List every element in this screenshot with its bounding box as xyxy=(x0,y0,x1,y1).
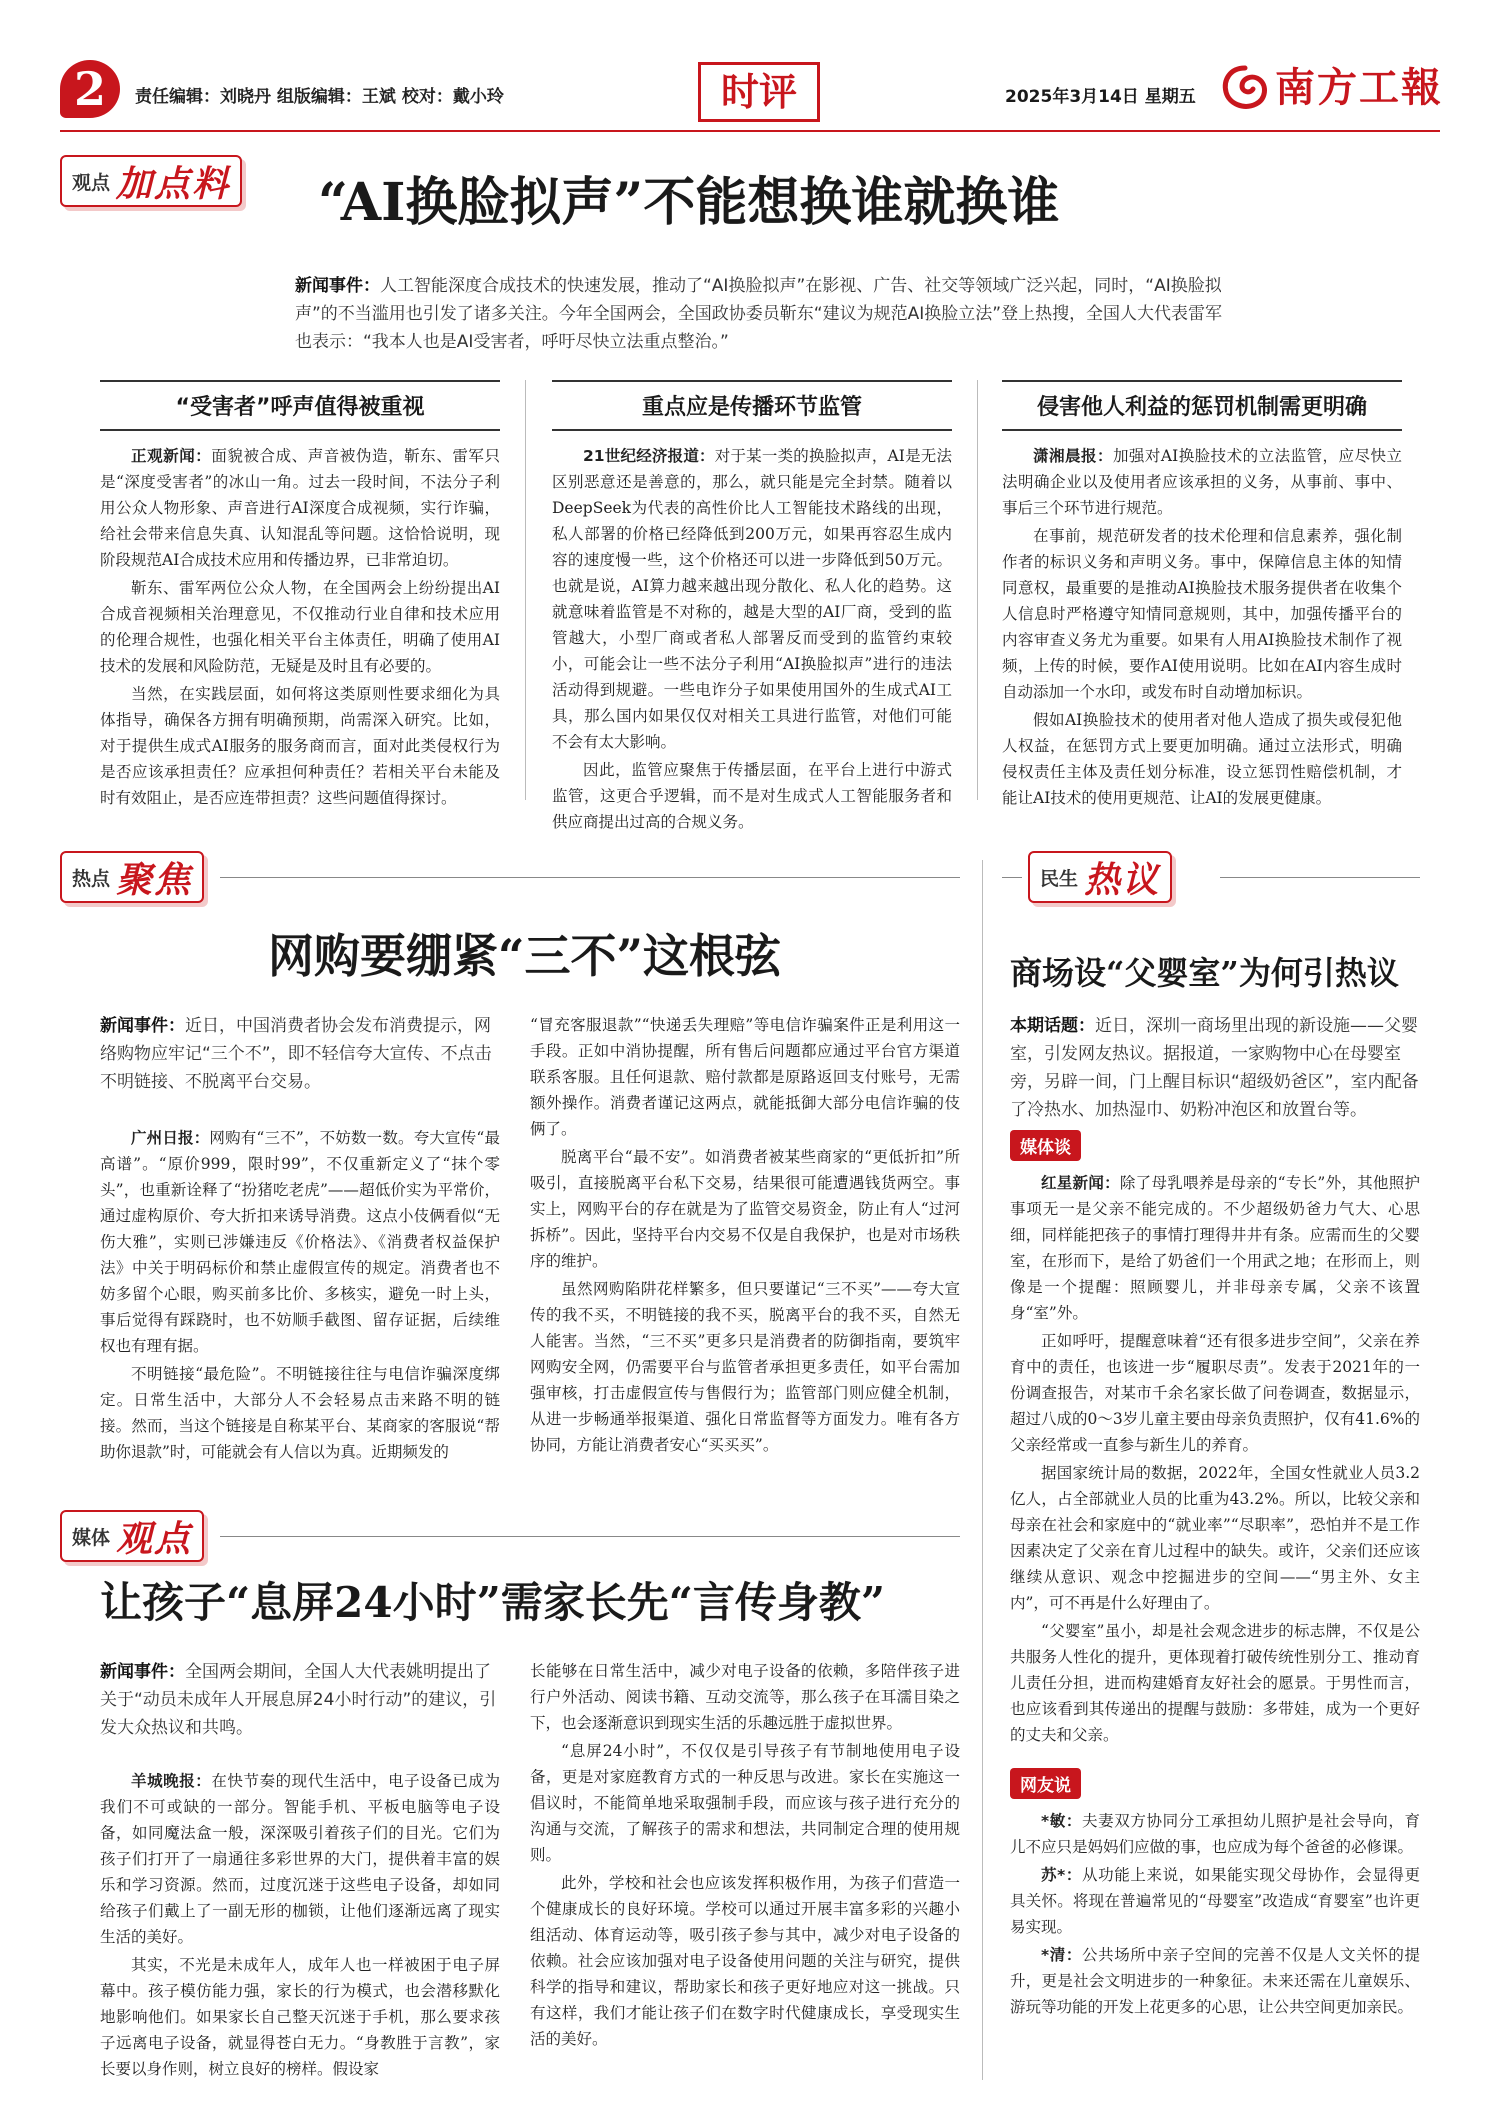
news-event-shopping xyxy=(100,1012,500,1096)
article-body-col1 xyxy=(100,1768,500,2078)
kicker-livelihood xyxy=(1028,848,1172,906)
kicker-small: 观点 xyxy=(72,171,111,194)
tag-label: 网友说 xyxy=(1010,1768,1081,1799)
column-head-wrap xyxy=(100,380,500,431)
source-label: 广州日报： xyxy=(131,1129,210,1147)
netizen-comment: 公共场所中亲子空间的完善不仅是人文关怀的提升，更是社会文明进步的一种象征。未来还需在儿童娱乐、游玩等功能的开发上花更多的心思，让公共空间更加亲民。 xyxy=(1010,1946,1420,2016)
column-platform xyxy=(552,380,952,831)
column-body xyxy=(552,443,952,831)
event-text: 近日，中国消费者协会发布消费提示，网络购物应牢记“三个不”，即不轻信夸大宣传、不点击不明链接、不脱离平台交易。 xyxy=(100,1016,492,1092)
section-rule xyxy=(1220,877,1420,878)
kicker-big: 聚焦 xyxy=(116,858,193,901)
column-head-wrap xyxy=(1002,380,1402,431)
topic-label: 本期话题： xyxy=(1010,1016,1095,1036)
newspaper-logo xyxy=(1220,58,1450,118)
netizen-tag xyxy=(1010,1768,1081,1799)
event-label: 新闻事件： xyxy=(295,276,380,296)
headline-screen-off: 让孩子“息屏24小时”需家长先“言传身教” xyxy=(100,1578,886,1627)
column-body xyxy=(1002,443,1402,818)
news-event-ai xyxy=(295,272,1225,356)
para: 长能够在日常生活中，减少对电子设备的依赖，多陪伴孩子进行户外活动、阅读书籍、互动交流等，那么孩子在耳濡目染之下，也会逐渐意识到现实生活的乐趣远胜于虚拟世界。 xyxy=(530,1662,960,1732)
topic-father-room xyxy=(1010,1012,1420,1124)
kicker-big: 加点料 xyxy=(116,162,231,205)
para: “息屏24小时”，不仅仅是引导孩子有节制地使用电子设备，更是对家庭教育方式的一种反思与改进。家长在实施这一倡议时，不能简单地采取强制手段，而应该与孩子进行充分的沟通与交流，了解孩子的需求和想法，共同制定合理的使用规则。 xyxy=(530,1742,960,1864)
kicker-big: 热议 xyxy=(1084,858,1161,901)
para: 在事前，规范研发者的技术伦理和信息素养，强化制作者的标识义务和声明义务。事中，保障信息主体的知情同意权，最重要的是推动AI换脸技术服务提供者在收集个人信息时严格遵守知情同意规则，其中，加强传播平台的内容审查义务尤为重要。如果有人用AI换脸技术制作了视频，上传的时候，要作AI使用说明。比如在AI内容生成时自动添加一个水印，或发布时自动增加标识。 xyxy=(1002,527,1402,701)
kicker-media xyxy=(60,1507,204,1565)
netizen-comment: 夫妻双方协同分工承担幼儿照护是社会导向，育儿不应只是妈妈们应做的事，也应成为每个爸爸的必修课。 xyxy=(1010,1812,1420,1856)
column-title: 侵害他人利益的惩罚机制需更明确 xyxy=(1002,382,1402,431)
kicker-small: 媒体 xyxy=(72,1526,111,1549)
para: 网购有“三不”，不妨数一数。夸大宣传“最高谱”。“原价999，限时99”，不仅重新定义了“抹个零头”，也重新诠释了“扮猪吃老虎”——超低价实为平常价，通过虚构原价、夸大折扣来诱导消费。这点小伎俩看似“无伤大雅”，实则已涉嫌违反《价格法》、《消费者权益保护法》中关于明码标价和禁止虚假宣传的规定。消费者也不妨多留个心眼，购买前多比价、多核实，避免一时上头，事后觉得有踩跷时，也不妨顺手截图、留存证据，后续维权也有理有据。 xyxy=(100,1129,500,1355)
headline-ai-face: “AI换脸拟声”不能想换谁就换谁 xyxy=(318,172,1060,233)
event-text: 人工智能深度合成技术的快速发展，推动了“AI换脸拟声”在影视、广告、社交等领域广泛兴起，同时，“AI换脸拟声”的不当滥用也引发了诸多关注。今年全国两会，全国政协委员靳东“建议为规范AI换脸立法”登上热搜，全国人大代表雷军也表示：“我本人也是AI受害者，呼吁尽快立法重点整治。” xyxy=(295,276,1223,352)
column-title: 重点应是传播环节监管 xyxy=(552,382,952,431)
page-number: 2 xyxy=(60,60,120,118)
media-talk-body xyxy=(1010,1170,1420,1760)
issue-date: 2025年3月14日 星期五 xyxy=(1005,87,1196,107)
article-body-col2 xyxy=(530,1658,960,2078)
section-rule xyxy=(1002,877,1022,878)
para: 脱离平台“最不安”。如消费者被某些商家的“更低折扣”所吸引，直接脱离平台私下交易，结果很可能遭遇钱货两空。事实上，网购平台的存在就是为了监管交易资金，防止有人“过河拆桥”。因此，坚持平台内交易不仅是自我保护，也是对市场秩序的维护。 xyxy=(530,1148,960,1270)
section-rule xyxy=(220,877,960,878)
kicker-small: 民生 xyxy=(1040,867,1079,890)
source-label: 21世纪经济报道： xyxy=(583,447,715,465)
netizen-name: 苏*： xyxy=(1041,1866,1082,1884)
para: 不明链接“最危险”。不明链接往往与电信诈骗深度绑定。日常生活中，大部分人不会轻易点击来路不明的链接。然而，当这个链接是自称某平台、某商家的客服说“帮助你退款”时，可能就会有人信以为真。近期频发的 xyxy=(100,1365,500,1461)
kicker-big: 观点 xyxy=(116,1517,193,1560)
para: “冒充客服退款”“快递丢失理赔”等电信诈骗案件正是利用这一手段。正如中消协提醒，所有售后问题都应通过平台官方渠道联系客服。且任何退款、赔付款都是原路返回支付账号，无需额外操作。消费者谨记这两点，就能抵御大部分电信诈骗的伎俩了。 xyxy=(530,1016,960,1138)
logo-swirl-icon xyxy=(1220,64,1270,112)
editor-credits: 责任编辑：刘晓丹 组版编辑：王斌 校对：戴小玲 xyxy=(135,87,504,107)
netizen-comment: 从功能上来说，如果能实现父母协作，会显得更具关怀。将现在普遍常见的“母婴室”改造成“育婴室”也许更易实现。 xyxy=(1010,1866,1420,1936)
source-label: 红星新闻： xyxy=(1041,1174,1120,1192)
para: 在快节奏的现代生活中，电子设备已成为我们不可或缺的一部分。智能手机、平板电脑等电子设备，如同魔法盒一般，深深吸引着孩子们的目光。它们为孩子们打开了一扇通往多彩世界的大门，提供着丰富的娱乐和学习资源。然而，过度沉迷于这些电子设备，却如同给孩子们戴上了一副无形的枷锁，让他们逐渐远离了现实生活的美好。 xyxy=(100,1772,500,1946)
source-label: 羊城晚报： xyxy=(131,1772,212,1790)
column-divider xyxy=(982,860,983,2080)
netizen-name: *清： xyxy=(1041,1946,1082,1964)
netizen-name: *敏： xyxy=(1041,1812,1082,1830)
section-title: 时评 xyxy=(698,62,820,122)
para: “父婴室”虽小，却是社会观念进步的标志牌，不仅是公共服务人性化的提升，更体现着打破传统性别分工、推动育儿责任分担，进而构建婚育友好社会的愿景。于男性而言，也应该看到其传递出的提醒与鼓励：多带娃，成为一个更好的丈夫和父亲。 xyxy=(1010,1622,1420,1744)
column-victims xyxy=(100,380,500,818)
column-divider xyxy=(525,380,526,800)
media-talk-tag xyxy=(1010,1130,1081,1161)
para: 当然，在实践层面，如何将这类原则性要求细化为具体指导，确保各方拥有明确预期，尚需深入研究。比如，对于提供生成式AI服务的服务商而言，面对此类侵权行为是否应该承担责任？应承担何种责任？若相关平台未能及时有效阻止，是否应连带担责？这些问题值得探讨。 xyxy=(100,685,500,807)
para: 据国家统计局的数据，2022年，全国女性就业人员3.2亿人，占全部就业人员的比重为43.2%。所以，比较父亲和母亲在社会和家庭中的“就业率”“尽职率”，恐怕并不是工作因素决定了父亲在育儿过程中的缺失。或许，父亲们还应该继续从意识、观念中挖掘进步的空间——“男主外、女主内”，可不再是什么好理由了。 xyxy=(1010,1464,1420,1612)
source-label: 正观新闻： xyxy=(131,447,212,465)
source-label: 潇湘晨报： xyxy=(1033,447,1113,465)
para: 虽然网购陷阱花样繁多，但只要谨记“三不买”——夸大宣传的我不买，不明链接的我不买，脱离平台的我不买，自然无人能害。当然，“三不买”更多只是消费者的防御指南，要筑牢网购安全网，仍需要平台与监管者承担更多责任，如平台需加强审核，打击虚假宣传与售假行为；监管部门则应健全机制，从进一步畅通举报渠道、强化日常监督等方面发力。唯有各方协同，方能让消费者安心“买买买”。 xyxy=(530,1280,960,1454)
kicker-hotspot xyxy=(60,848,204,906)
column-punishment xyxy=(1002,380,1402,818)
logo-text: 南方工報 xyxy=(1275,64,1443,111)
article-body-col2 xyxy=(530,1012,960,1520)
event-text: 全国两会期间，全国人大代表姚明提出了关于“动员未成年人开展息屏24小时行动”的建议，引发大众热议和共鸣。 xyxy=(100,1662,497,1738)
para: 此外，学校和社会也应该发挥积极作用，为孩子们营造一个健康成长的良好环境。学校可以通过开展丰富多彩的兴趣小组活动、体育运动等，吸引孩子参与其中，减少对电子设备的依赖。社会应该加强对电子设备使用问题的关注与研究，提供科学的指导和建议，帮助家长和孩子更好地应对这一挑战。只有这样，我们才能让孩子们在数字时代健康成长，享受现实生活的美好。 xyxy=(530,1874,960,2048)
para: 除了母乳喂养是母亲的“专长”外，其他照护事项无一是父亲不能完成的。不少超级奶爸力气大、心思细，同样能把孩子的事情打理得井井有条。应需而生的父婴室，在形而下，是给了奶爸们一个用武之地；在形而上，则像是一个提醒：照顾婴儿，并非母亲专属，父亲不该置身“室”外。 xyxy=(1010,1174,1420,1322)
column-head-wrap xyxy=(552,380,952,431)
header-rule xyxy=(60,130,1440,132)
para: 正如呼吁，提醒意味着“还有很多进步空间”，父亲在养育中的责任，也该进一步“履职尽责”。发表于2021年的一份调查报告，对某市千余名家长做了问卷调查，数据显示，超过八成的0～3岁儿童主要由母亲负责照护，仅有41.6%的父亲经常或一直参与新生儿的养育。 xyxy=(1010,1332,1420,1454)
article-body-col1 xyxy=(100,1125,500,1520)
event-label: 新闻事件： xyxy=(100,1662,185,1682)
kicker-viewpoint xyxy=(60,152,242,210)
para: 假如AI换脸技术的使用者对他人造成了损失或侵犯他人权益，在惩罚方式上要更加明确。通过立法形式，明确侵权责任主体及责任划分标准，设立惩罚性赔偿机制，才能让AI技术的使用更规范、让AI的发展更健康。 xyxy=(1002,711,1402,807)
para: 对于某一类的换脸拟声，AI是无法区别恶意还是善意的，那么，就只能是完全封禁。随着以DeepSeek为代表的高性价比人工智能技术路线的出现，私人部署的价格已经降低到200万元，如果再容忍生成内容的速度慢一些，这个价格还可以进一步降低到50万元。也就是说，AI算力越来越出现分散化、私人化的趋势。这就意味着监管是不对称的，越是大型的AI厂商，受到的监管越大，小型厂商或者私人部署反而受到的监管约束较小，可能会让一些不法分子利用“AI换脸拟声”进行的违法活动得到规避。一些电诈分子如果使用国外的生成式AI工具，那么国内如果仅仅对相关工具进行监管，对他们可能不会有太大影响。 xyxy=(552,447,952,751)
netizen-body xyxy=(1010,1808,1420,2078)
para: 面貌被合成、声音被伪造，靳东、雷军只是“深度受害者”的冰山一角。过去一段时间，不法分子利用公众人物形象、声音进行AI深度合成视频，实行诈骗，给社会带来信息失真、认知混乱等问题。这恰恰说明，现阶段规范AI合成技术应用和传播边界，已非常迫切。 xyxy=(100,447,500,569)
headline-online-shopping: 网购要绷紧“三不”这根弦 xyxy=(268,929,781,983)
event-label: 新闻事件： xyxy=(100,1016,185,1036)
headline-father-room: 商场设“父婴室”为何引热议 xyxy=(1010,954,1399,992)
para: 其实，不光是未成年人，成年人也一样被困于电子屏幕中。孩子模仿能力强，家长的行为模式，也会潜移默化地影响他们。如果家长自己整天沉迷于手机，那么要求孩子远离电子设备，就显得苍白无力。“身教胜于言教”，家长要以身作则，树立良好的榜样。假设家 xyxy=(100,1956,500,2078)
tag-label: 媒体谈 xyxy=(1010,1130,1081,1161)
news-event-screen xyxy=(100,1658,500,1742)
section-rule xyxy=(220,1536,960,1537)
column-divider xyxy=(977,380,978,800)
kicker-small: 热点 xyxy=(72,867,111,890)
topic-text: 近日，深圳一商场里出现的新设施——父婴室，引发网友热议。据报道，一家购物中心在母婴室旁，另辟一间，门上醒目标识“超级奶爸区”，室内配备了冷热水、加热湿巾、奶粉冲泡区和放置台等。 xyxy=(1010,1016,1419,1120)
para: 靳东、雷军两位公众人物，在全国两会上纷纷提出AI合成音视频相关治理意见，不仅推动行业自律和技术应用的伦理合规性，也强化相关平台主体责任，明确了使用AI技术的发展和风险防范，无疑是及时且有必要的。 xyxy=(100,579,500,675)
column-title: “受害者”呼声值得被重视 xyxy=(100,382,500,431)
para: 因此，监管应聚焦于传播层面，在平台上进行中游式监管，这更合乎逻辑，而不是对生成式人工智能服务者和供应商提出过高的合规义务。 xyxy=(552,761,952,831)
column-body xyxy=(100,443,500,818)
para: 加强对AI换脸技术的立法监管，应尽快立法明确企业以及使用者应该承担的义务，从事前、事中、事后三个环节进行规范。 xyxy=(1002,447,1402,517)
